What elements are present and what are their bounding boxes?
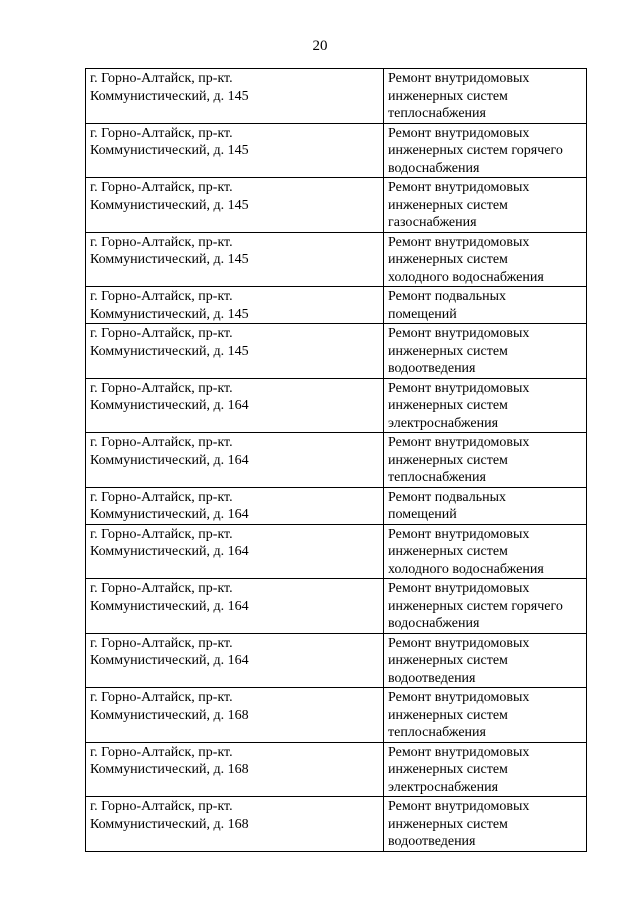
work-text: Ремонт внутридомовых инженерных систем газоснабжения [388, 180, 530, 230]
address-text: г. Горно-Алтайск, пр-кт. Коммунистический, д. 164 [90, 581, 249, 614]
work-text: Ремонт внутридомовых инженерных систем водоотведения [388, 799, 530, 849]
works-table-body [86, 69, 587, 852]
work-cell [384, 487, 587, 524]
work-text: Ремонт внутридомовых инженерных систем водоотведения [388, 326, 530, 376]
work-cell [384, 324, 587, 379]
address-cell [86, 524, 384, 579]
work-cell [384, 742, 587, 797]
work-cell [384, 123, 587, 178]
address-text: г. Горно-Алтайск, пр-кт. Коммунистический, д. 164 [90, 489, 249, 522]
work-cell [384, 287, 587, 324]
address-cell [86, 232, 384, 287]
works-table [85, 68, 587, 852]
work-text: Ремонт внутридомовых инженерных систем теплоснабжения [388, 435, 530, 485]
address-text: г. Горно-Алтайск, пр-кт. Коммунистический, д. 145 [90, 71, 249, 104]
table-row [86, 487, 587, 524]
table-row [86, 688, 587, 743]
table-row [86, 742, 587, 797]
work-cell [384, 178, 587, 233]
work-cell [384, 688, 587, 743]
address-cell [86, 487, 384, 524]
address-cell [86, 324, 384, 379]
table-row [86, 287, 587, 324]
table-row [86, 797, 587, 852]
table-row [86, 378, 587, 433]
work-cell [384, 579, 587, 634]
work-cell [384, 524, 587, 579]
address-text: г. Горно-Алтайск, пр-кт. Коммунистический, д. 145 [90, 180, 249, 213]
address-cell [86, 178, 384, 233]
work-cell [384, 378, 587, 433]
address-cell [86, 797, 384, 852]
address-text: г. Горно-Алтайск, пр-кт. Коммунистический, д. 164 [90, 635, 249, 668]
address-cell [86, 742, 384, 797]
work-cell [384, 69, 587, 124]
work-text: Ремонт подвальных помещений [388, 489, 507, 522]
address-text: г. Горно-Алтайск, пр-кт. Коммунистический, д. 168 [90, 690, 249, 723]
work-text: Ремонт внутридомовых инженерных систем горячего водоснабжения [388, 581, 563, 631]
page-number: 20 [312, 38, 328, 54]
address-text: г. Горно-Алтайск, пр-кт. Коммунистический, д. 145 [90, 289, 249, 322]
work-text: Ремонт внутридомовых инженерных систем холодного водоснабжения [388, 526, 544, 577]
table-row [86, 433, 587, 488]
address-text: г. Горно-Алтайск, пр-кт. Коммунистический, д. 168 [90, 799, 249, 832]
address-text: г. Горно-Алтайск, пр-кт. Коммунистический, д. 164 [90, 435, 249, 468]
work-cell [384, 797, 587, 852]
work-cell [384, 232, 587, 287]
work-cell [384, 433, 587, 488]
work-text: Ремонт внутридомовых инженерных систем электроснабжения [388, 380, 530, 431]
table-row [86, 524, 587, 579]
table-row [86, 579, 587, 634]
address-cell [86, 579, 384, 634]
work-text: Ремонт внутридомовых инженерных систем холодного водоснабжения [388, 234, 544, 285]
table-row [86, 123, 587, 178]
work-cell [384, 633, 587, 688]
address-text: г. Горно-Алтайск, пр-кт. Коммунистический, д. 164 [90, 526, 249, 559]
table-row [86, 178, 587, 233]
address-cell [86, 287, 384, 324]
work-text: Ремонт внутридомовых инженерных систем теплоснабжения [388, 690, 530, 740]
table-row [86, 324, 587, 379]
address-cell [86, 633, 384, 688]
address-text: г. Горно-Алтайск, пр-кт. Коммунистический, д. 145 [90, 234, 249, 267]
address-text: г. Горно-Алтайск, пр-кт. Коммунистический, д. 145 [90, 125, 249, 158]
address-cell [86, 433, 384, 488]
address-cell [86, 688, 384, 743]
table-row [86, 232, 587, 287]
address-cell [86, 69, 384, 124]
address-text: г. Горно-Алтайск, пр-кт. Коммунистический, д. 145 [90, 326, 249, 359]
address-text: г. Горно-Алтайск, пр-кт. Коммунистический, д. 168 [90, 744, 249, 777]
table-row [86, 69, 587, 124]
address-text: г. Горно-Алтайск, пр-кт. Коммунистический, д. 164 [90, 380, 249, 413]
address-cell [86, 123, 384, 178]
table-row [86, 633, 587, 688]
address-cell [86, 378, 384, 433]
work-text: Ремонт подвальных помещений [388, 289, 507, 322]
work-text: Ремонт внутридомовых инженерных систем теплоснабжения [388, 71, 530, 121]
work-text: Ремонт внутридомовых инженерных систем электроснабжения [388, 744, 530, 795]
work-text: Ремонт внутридомовых инженерных систем горячего водоснабжения [388, 125, 563, 176]
work-text: Ремонт внутридомовых инженерных систем водоотведения [388, 635, 530, 686]
